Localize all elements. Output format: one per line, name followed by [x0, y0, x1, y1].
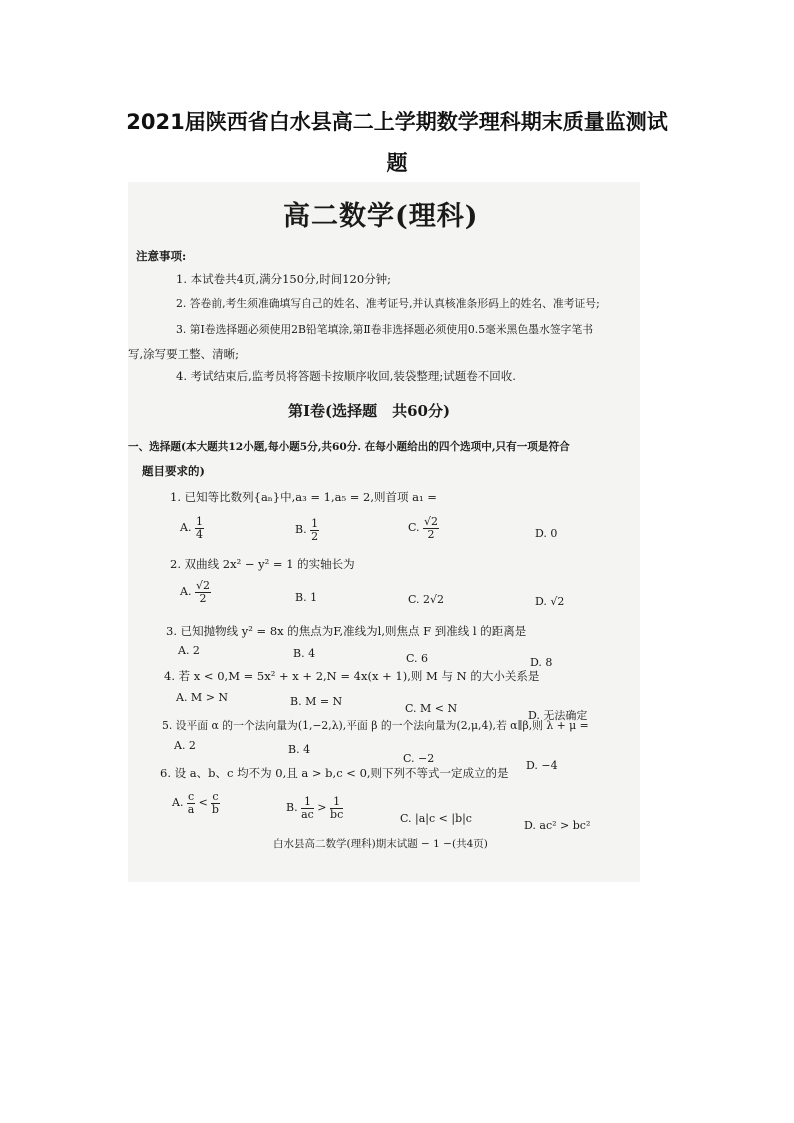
notice-heading: 注意事项: — [136, 249, 187, 263]
q5-option-d: D. −4 — [526, 759, 558, 772]
part-intro: 一、选择题(本大题共12小题,每小题5分,共60分. 在每小题给出的四个选项中,只有一项是符合 — [128, 441, 570, 453]
notice-item-2: 2. 答卷前,考生须准确填写自己的姓名、准考证号,并认真核准条形码上的姓名、准考证号; — [176, 297, 600, 310]
question-1-stem: 1. 已知等比数列{aₙ}中,a₃ = 1,a₅ = 2,则首项 a₁ = — [170, 490, 437, 504]
q4-option-d: D. 无法确定 — [528, 709, 588, 722]
notice-item-3: 3. 第Ⅰ卷选择题必须使用2B铅笔填涂,第Ⅱ卷非选择题必须使用0.5毫米黑色墨水签字笔书 — [176, 323, 594, 336]
q2-option-b: B. 1 — [295, 591, 318, 604]
q5-option-b: B. 4 — [288, 743, 311, 756]
document-title-line-1: 2021届陕西省白水县高二上学期数学理科期末质量监测试 — [126, 110, 668, 134]
q6-option-a: A. $\frac{c}{a}$ < $\frac{c}{b}$ — [172, 790, 219, 816]
q5-option-a: A. 2 — [174, 739, 196, 752]
q3-option-c: C. 6 — [406, 652, 429, 665]
q4-option-c: C. M < N — [405, 702, 458, 715]
document-title-line-2: 题 — [386, 151, 408, 175]
section-title: 第Ⅰ卷(选择题 共60分) — [288, 402, 451, 420]
q6-option-d: D. ac² > bc² — [524, 819, 591, 832]
q4-option-a: A. M > N — [176, 691, 229, 704]
q4-option-b: B. M = N — [290, 695, 343, 708]
q1-option-d: D. 0 — [535, 527, 558, 540]
q1-option-b: B. $\frac{1}{2}$ — [295, 517, 319, 543]
scanned-exam-page — [128, 182, 640, 882]
q6-option-b: B. $\frac{1}{ac}$ > $\frac{1}{bc}$ — [286, 795, 344, 821]
question-5-stem: 5. 设平面 α 的一个法向量为(1,−2,λ),平面 β 的一个法向量为(2,μ,4),若 α∥β,则 λ + μ = — [162, 719, 589, 732]
question-6-stem: 6. 设 a、b、c 均不为 0,且 a > b,c < 0,则下列不等式一定成立的是 — [160, 766, 509, 780]
question-3-stem: 3. 已知抛物线 y² = 8x 的焦点为F,准线为l,则焦点 F 到准线 l 的距离是 — [166, 624, 527, 638]
exam-page-footer: 白水县高二数学(理科)期末试题 − 1 −(共4页) — [273, 838, 488, 850]
notice-item-3-cont: 写,涂写要工整、清晰; — [128, 347, 240, 361]
q2-option-c: C. 2√2 — [408, 593, 445, 606]
notice-item-4: 4. 考试结束后,监考员将答题卡按顺序收回,装袋整理;试题卷不回收. — [176, 369, 516, 383]
q1-option-c: C. $\frac{√2}{2}$ — [408, 515, 439, 541]
notice-item-1: 1. 本试卷共4页,满分150分,时间120分钟; — [176, 272, 392, 286]
q3-option-d: D. 8 — [530, 656, 553, 669]
q3-option-a: A. 2 — [178, 644, 200, 657]
q1-option-a: A. $\frac{1}{4}$ — [180, 515, 203, 541]
q5-option-c: C. −2 — [403, 752, 435, 765]
q3-option-b: B. 4 — [293, 647, 316, 660]
part-intro-cont: 题目要求的) — [142, 464, 205, 478]
q6-option-c: C. |a|c < |b|c — [400, 812, 472, 825]
question-4-stem: 4. 若 x < 0,M = 5x² + x + 2,N = 4x(x + 1),则 M 与 N 的大小关系是 — [164, 669, 540, 683]
q2-option-d: D. √2 — [535, 595, 565, 608]
exam-title: 高二数学(理科) — [283, 201, 479, 232]
question-2-stem: 2. 双曲线 2x² − y² = 1 的实轴长为 — [170, 557, 355, 571]
q2-option-a: A. $\frac{√2}{2}$ — [180, 579, 210, 605]
